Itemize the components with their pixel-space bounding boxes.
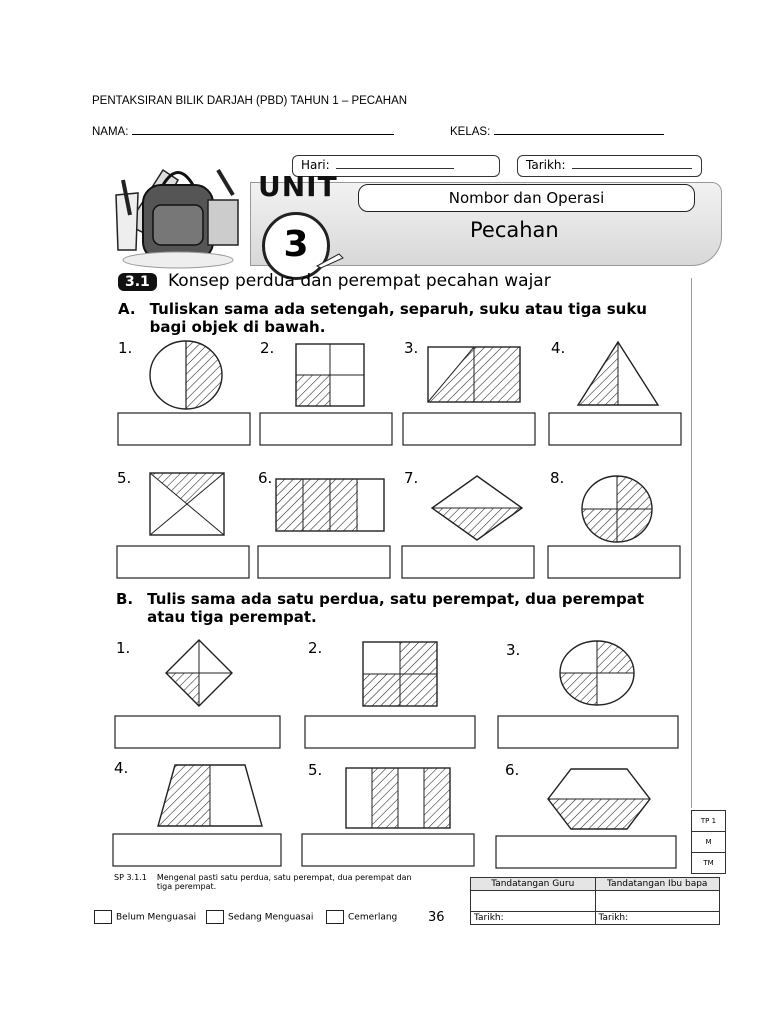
page-number: 36 <box>428 910 445 925</box>
b2-shape <box>363 642 437 706</box>
rating-tp1[interactable]: TP 1 <box>692 811 725 832</box>
legend-sedang-label: Sedang Menguasai <box>228 912 314 923</box>
b3-shape <box>560 641 634 705</box>
b3-answer-box <box>498 716 678 748</box>
a-num-3: 3. <box>404 339 419 357</box>
a3-answer-box <box>403 413 535 445</box>
kelas-label: KELAS: <box>450 126 491 138</box>
b-num-4: 4. <box>114 759 129 777</box>
part-a-text: Tuliskan sama ada setengah, separuh, suku atau tiga suku bagi objek di bawah. <box>149 300 647 336</box>
a1-shape <box>150 341 222 409</box>
b6-shape <box>548 769 650 829</box>
a6-answer-box <box>258 546 390 578</box>
nama-label: NAMA: <box>92 126 129 138</box>
section-badge: 3.1 <box>118 273 157 291</box>
a8-answer-box <box>548 546 680 578</box>
legend-cemerlang-label: Cemerlang <box>348 912 398 923</box>
hari-label: Hari: <box>301 158 330 172</box>
legend-cemerlang[interactable] <box>326 910 397 924</box>
part-b-instruction <box>116 590 686 626</box>
teacher-sign-box[interactable] <box>471 891 596 911</box>
b5-answer-box <box>302 834 474 866</box>
a8-shape <box>582 476 652 542</box>
rating-tm[interactable]: TM <box>703 859 714 867</box>
unit-label: UNIT <box>258 170 338 203</box>
a-num-4: 4. <box>551 339 566 357</box>
legend-belum-label: Belum Menguasai <box>116 912 197 923</box>
signature-table <box>470 877 720 925</box>
a7-shape <box>432 476 522 540</box>
parent-sign-box[interactable] <box>596 891 720 911</box>
legend-sedang-checkbox[interactable] <box>206 910 224 924</box>
a4-answer-box <box>549 413 681 445</box>
a-num-7: 7. <box>404 469 419 487</box>
a4-shape <box>578 342 658 405</box>
parent-sign-header: Tandatangan Ibu bapa <box>607 879 708 889</box>
sp-note <box>114 873 454 891</box>
b-num-5: 5. <box>308 761 323 779</box>
part-b-text: Tulis sama ada satu perdua, satu perempat, dua perempat atau tiga perempat. <box>147 590 645 626</box>
page-title: PENTAKSIRAN BILIK DARJAH (PBD) TAHUN 1 – PECAHAN <box>92 95 408 107</box>
b-num-3: 3. <box>506 641 521 659</box>
a-num-5: 5. <box>117 469 132 487</box>
rating-table <box>691 810 726 874</box>
b6-answer-box <box>496 836 676 868</box>
b4-shape <box>158 765 262 826</box>
part-a-letter: A. <box>118 300 136 318</box>
legend-belum-checkbox[interactable] <box>94 910 112 924</box>
a5-shape <box>150 473 224 535</box>
a1-answer-box <box>118 413 250 445</box>
b-num-1: 1. <box>116 639 131 657</box>
a3-shape <box>428 347 520 402</box>
a-num-6: 6. <box>258 469 273 487</box>
b5-shape <box>346 768 450 828</box>
b4-answer-box <box>113 834 281 866</box>
a-num-2: 2. <box>260 339 275 357</box>
a5-answer-box <box>117 546 249 578</box>
b2-answer-box <box>305 716 475 748</box>
subtopic-label: Pecahan <box>470 218 559 242</box>
a6-shape <box>276 479 384 531</box>
sp-text: Mengenal pasti satu perdua, satu perempat, dua perempat dan tiga perempat. <box>156 873 412 891</box>
legend-cemerlang-checkbox[interactable] <box>326 910 344 924</box>
b-num-2: 2. <box>308 639 323 657</box>
section-title: Konsep perdua dan perempat pecahan wajar <box>168 271 551 291</box>
parent-date[interactable]: Tarikh: <box>598 913 629 923</box>
legend-sedang[interactable] <box>206 910 313 924</box>
b1-shape <box>166 640 232 706</box>
teacher-sign-header: Tandatangan Guru <box>471 878 596 890</box>
b-num-6: 6. <box>505 761 520 779</box>
a2-answer-box <box>260 413 392 445</box>
legend-belum[interactable] <box>94 910 196 924</box>
tarikh-label: Tarikh: <box>526 158 566 172</box>
teacher-date[interactable]: Tarikh: <box>471 912 596 925</box>
b1-answer-box <box>115 716 280 748</box>
a7-answer-box <box>402 546 534 578</box>
topic-label: Nombor dan Operasi <box>358 184 695 212</box>
a-num-8: 8. <box>550 469 565 487</box>
unit-number: 3 <box>262 212 330 280</box>
a2-shape <box>296 344 364 406</box>
a-num-1: 1. <box>118 339 133 357</box>
rating-m[interactable]: M <box>692 832 725 853</box>
part-b-letter: B. <box>116 590 134 608</box>
sp-code: SP 3.1.1 <box>114 873 147 882</box>
